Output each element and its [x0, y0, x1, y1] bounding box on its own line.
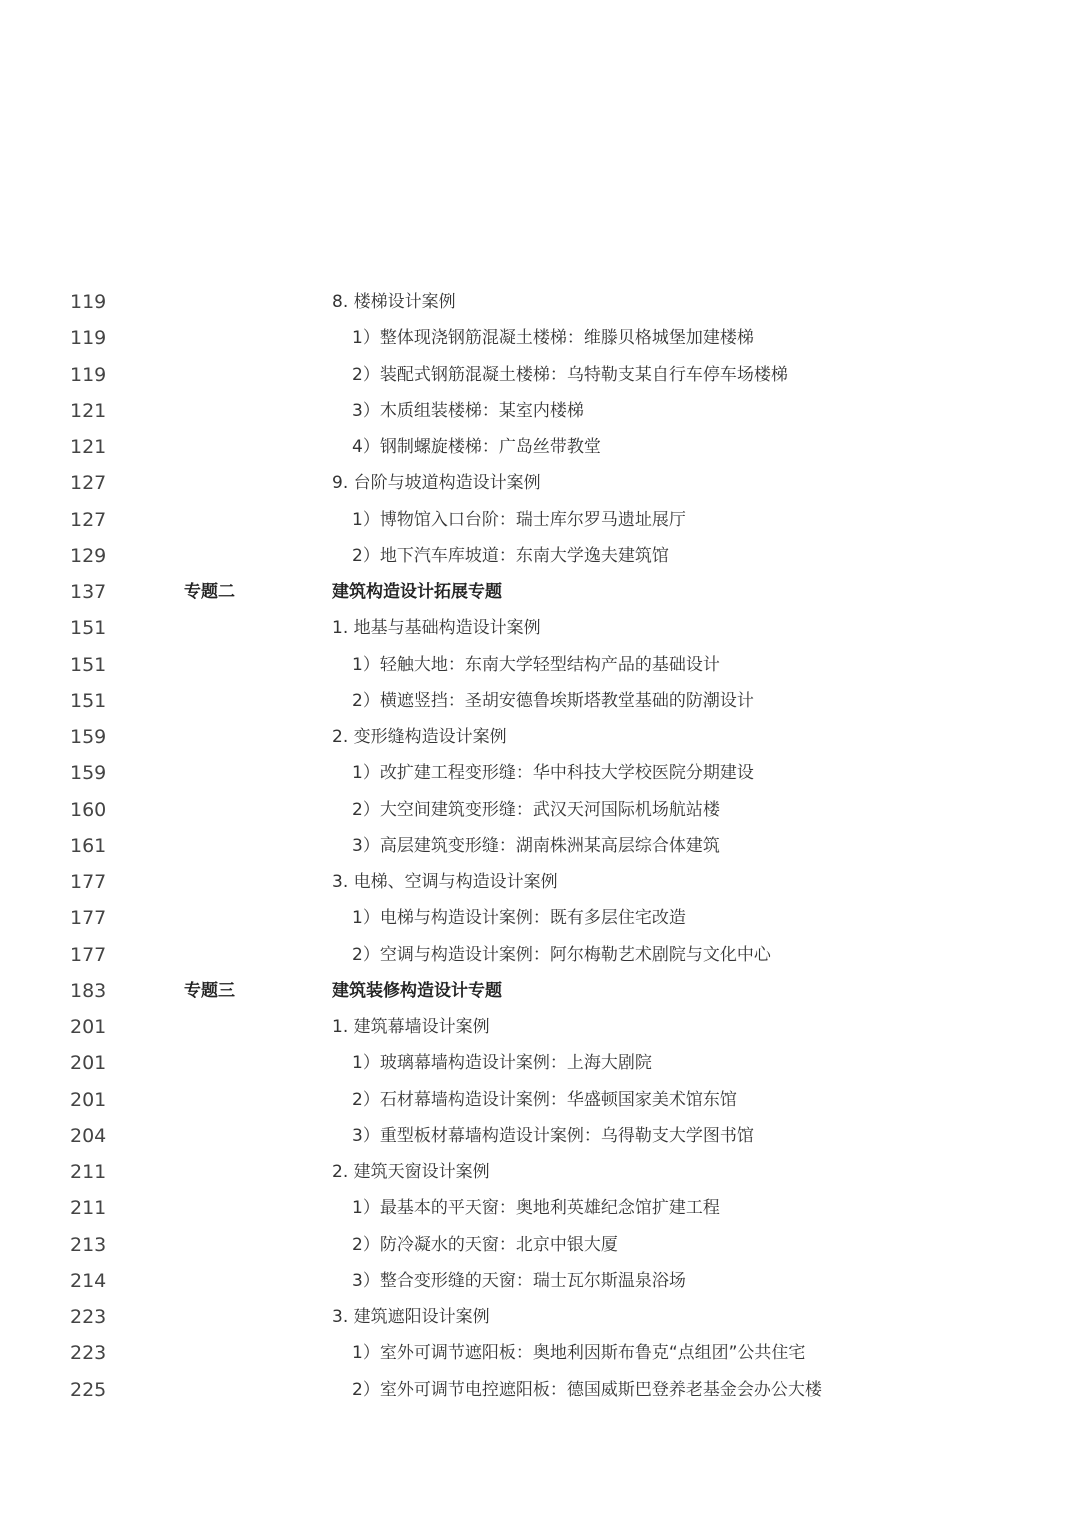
toc-entry-row: [0, 828, 1080, 864]
entry-title: 1）室外可调节遮阳板：奥地利因斯布鲁克“点组团”公共住宅: [352, 1343, 806, 1364]
toc-section-row: [0, 574, 1080, 610]
toc-entry-row: [0, 755, 1080, 791]
toc-entry-row: [0, 1082, 1080, 1118]
toc-entry-row: [0, 1190, 1080, 1226]
entry-title: 建筑装修构造设计专题: [332, 980, 502, 1001]
page-number: 211: [70, 1197, 107, 1220]
page-number: 201: [70, 1016, 107, 1038]
page-number: 177: [70, 871, 107, 893]
entry-title: 8. 楼梯设计案例: [332, 292, 456, 312]
entry-title: 2. 变形缝构造设计案例: [332, 727, 507, 747]
entry-title: 1）玻璃幕墙构造设计案例：上海大剧院: [352, 1053, 652, 1074]
entry-title: 3. 建筑遮阳设计案例: [332, 1307, 490, 1327]
table-of-contents: [0, 284, 1080, 1408]
entry-title: 3）木质组装楼梯：某室内楼梯: [352, 400, 584, 421]
page-number: 121: [70, 399, 107, 422]
page-number: 183: [70, 979, 107, 1002]
entry-title: 1）改扩建工程变形缝：华中科技大学校医院分期建设: [352, 763, 754, 784]
toc-section-row: [0, 973, 1080, 1009]
page-number: 127: [70, 472, 107, 495]
entry-title: 建筑构造设计拓展专题: [332, 582, 502, 602]
entry-title: 1. 建筑幕墙设计案例: [332, 1017, 490, 1037]
toc-entry-row: [0, 1227, 1080, 1263]
page-number: 214: [70, 1269, 107, 1292]
entry-title: 3）高层建筑变形缝：湖南株洲某高层综合体建筑: [352, 835, 720, 856]
toc-entry-row: [0, 393, 1080, 429]
toc-entry-row: [0, 792, 1080, 828]
page-number: 204: [70, 1124, 107, 1147]
entry-title: 2）防冷凝水的天窗：北京中银大厦: [352, 1234, 618, 1255]
entry-title: 2）空调与构造设计案例：阿尔梅勒艺术剧院与文化中心: [352, 944, 771, 965]
toc-entry-row: [0, 1045, 1080, 1081]
toc-entry-row: [0, 1263, 1080, 1299]
toc-entry-row: [0, 538, 1080, 574]
page-number: 160: [70, 798, 107, 821]
toc-entry-row: [0, 357, 1080, 393]
toc-entry-row: [0, 502, 1080, 538]
toc-entry-row: [0, 465, 1080, 501]
toc-entry-row: [0, 284, 1080, 320]
page-number: 223: [70, 1342, 107, 1365]
page-number: 177: [70, 943, 107, 966]
toc-entry-row: [0, 683, 1080, 719]
page-number: 201: [70, 1052, 107, 1075]
toc-entry-row: [0, 1009, 1080, 1045]
entry-title: 2）大空间建筑变形缝：武汉天河国际机场航站楼: [352, 799, 720, 820]
entry-title: 2）装配式钢筋混凝土楼梯：乌特勒支某自行车停车场楼梯: [352, 364, 788, 385]
toc-entry-row: [0, 1154, 1080, 1190]
entry-title: 4）钢制螺旋楼梯：广岛丝带教堂: [352, 437, 601, 457]
entry-title: 3）整合变形缝的天窗：瑞士瓦尔斯温泉浴场: [352, 1270, 686, 1291]
page-number: 213: [70, 1233, 107, 1256]
page-number: 151: [70, 689, 107, 712]
page-number: 151: [70, 653, 107, 676]
page-number: 211: [70, 1161, 107, 1183]
toc-entry-row: [0, 1118, 1080, 1154]
page-number: 161: [70, 834, 107, 857]
entry-title: 2）室外可调节电控遮阳板：德国威斯巴登养老基金会办公大楼: [352, 1379, 822, 1400]
page-number: 119: [70, 291, 107, 313]
page-number: 225: [70, 1378, 107, 1401]
toc-entry-row: [0, 647, 1080, 683]
toc-entry-row: [0, 610, 1080, 646]
page-number: 223: [70, 1306, 107, 1328]
toc-entry-row: [0, 900, 1080, 936]
entry-title: 1）轻触大地：东南大学轻型结构产品的基础设计: [352, 654, 720, 675]
special-topic-label: 专题三: [184, 980, 235, 1001]
page-number: 121: [70, 436, 107, 458]
toc-entry-row: [0, 1299, 1080, 1335]
entry-title: 3）重型板材幕墙构造设计案例：乌得勒支大学图书馆: [352, 1125, 754, 1146]
page-number: 137: [70, 581, 107, 603]
entry-title: 2）地下汽车库坡道：东南大学逸夫建筑馆: [352, 545, 669, 566]
page-number: 129: [70, 544, 107, 567]
entry-title: 1. 地基与基础构造设计案例: [332, 618, 541, 639]
page-number: 127: [70, 508, 107, 531]
entry-title: 2）横遮竖挡：圣胡安德鲁埃斯塔教堂基础的防潮设计: [352, 690, 754, 711]
entry-title: 1）电梯与构造设计案例：既有多层住宅改造: [352, 908, 686, 929]
entry-title: 1）博物馆入口台阶：瑞士库尔罗马遗址展厅: [352, 509, 686, 530]
entry-title: 1）整体现浇钢筋混凝土楼梯：维滕贝格城堡加建楼梯: [352, 328, 754, 349]
special-topic-label: 专题二: [184, 582, 235, 602]
toc-entry-row: [0, 320, 1080, 356]
entry-title: 2. 建筑天窗设计案例: [332, 1162, 490, 1182]
toc-entry-row: [0, 719, 1080, 755]
toc-entry-row: [0, 1335, 1080, 1371]
entry-title: 9. 台阶与坡道构造设计案例: [332, 473, 541, 494]
entry-title: 3. 电梯、空调与构造设计案例: [332, 872, 558, 892]
toc-entry-row: [0, 937, 1080, 973]
page-number: 159: [70, 726, 107, 748]
page-number: 151: [70, 617, 107, 640]
entry-title: 2）石材幕墙构造设计案例：华盛顿国家美术馆东馆: [352, 1089, 737, 1110]
toc-entry-row: [0, 864, 1080, 900]
toc-entry-row: [0, 1372, 1080, 1408]
toc-entry-row: [0, 429, 1080, 465]
entry-title: 1）最基本的平天窗：奥地利英雄纪念馆扩建工程: [352, 1198, 720, 1219]
page-number: 159: [70, 762, 107, 785]
page-number: 119: [70, 363, 107, 386]
page-number: 201: [70, 1088, 107, 1111]
page-number: 119: [70, 327, 107, 350]
page-number: 177: [70, 907, 107, 930]
